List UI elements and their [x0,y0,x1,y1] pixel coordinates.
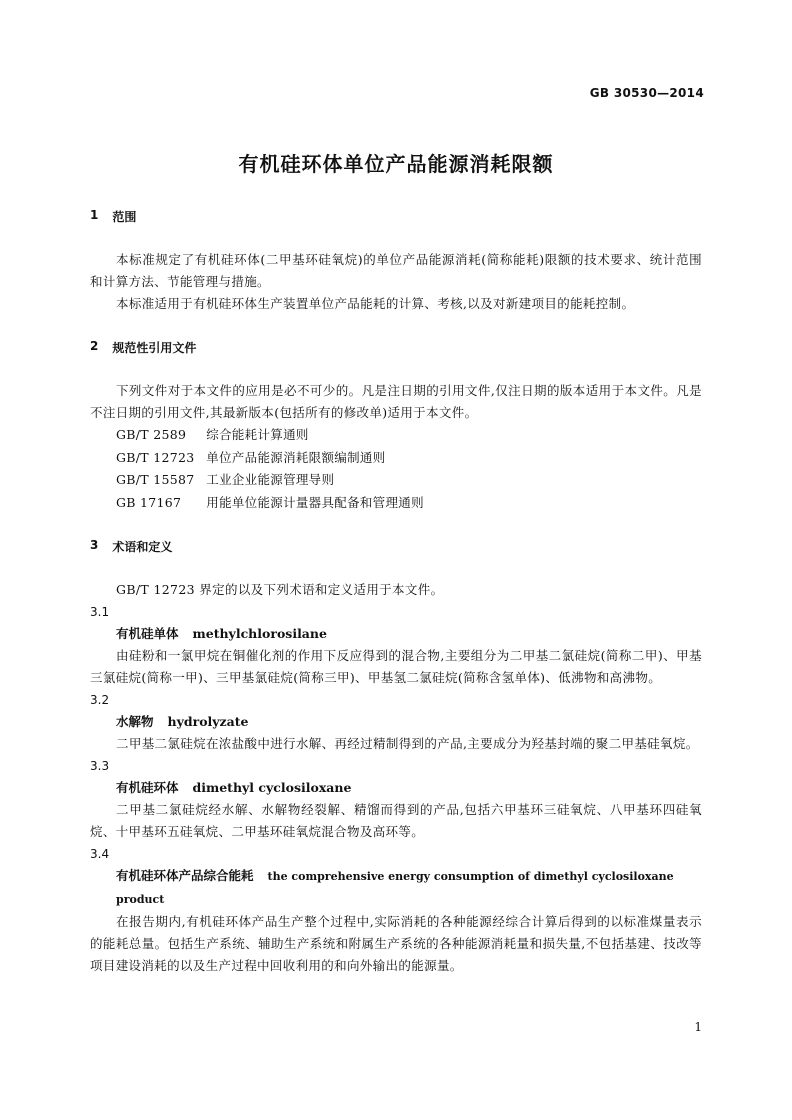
term-name [90,711,702,733]
term-name [90,623,702,645]
reference-title: 单位产品能源消耗限额编制通则 [206,449,386,465]
reference-code: GB 17167 [116,494,182,510]
standard-code: GB 30530—2014 [589,86,704,100]
reference-item [90,492,702,515]
paragraph: 本标准规定了有机硅环体(二甲基环硅氧烷)的单位产品能源消耗(简称能耗)限额的技术要求、统计范围和计算方法、节能管理与措施。 [90,252,702,289]
term-number: 3.3 [90,759,110,773]
term-definition: 在报告期内,有机硅环体产品生产整个过程中,实际消耗的各种能源经综合计算后得到的以标准煤量表示的能耗总量。包括生产系统、辅助生产系统和附属生产系统的各种能源消耗量和损失量,不包括基建、技改等项目建设消耗的以及生产过程中回收利用的和向外输出的能源量。 [90,914,702,973]
reference-code: GB/T 12723 [116,449,195,465]
term-definition: 二甲基二氯硅烷经水解、水解物经裂解、精馏而得到的产品,包括六甲基环三硅氧烷、八甲基环四硅氧烷、十甲基环五硅氧烷、二甲基环硅氧烷混合物及高环等。 [90,802,702,839]
term-number: 3.4 [90,847,110,861]
section-number: 1 [90,208,99,222]
term-name-en: methylchlorosilane [192,626,327,641]
document-body [90,208,702,977]
section-3-heading [90,538,702,555]
section-number: 3 [90,538,99,552]
reference-code: GB/T 2589 [116,427,187,442]
term-name-cn: 有机硅环体产品综合能耗 [116,868,254,883]
section-title: 规范性引用文件 [112,341,197,355]
term-name [90,865,702,911]
document-title: 有机硅环体单位产品能源消耗限额 [238,152,554,176]
paragraph: 本标准适用于有机硅环体生产装置单位产品能耗的计算、考核,以及对新建项目的能耗控制。 [116,296,635,311]
reference-item [90,447,702,470]
reference-title: 工业企业能源管理导则 [206,472,335,487]
section-title: 范围 [112,210,137,224]
term-name-en: dimethyl cyclosiloxane [192,780,352,795]
term-definition: 由硅粉和一氯甲烷在铜催化剂的作用下反应得到的混合物,主要组分为二甲基二氯硅烷(简称二甲)、甲基三氯硅烷(简称一甲)、三甲基氯硅烷(简称三甲)、甲基氢二氯硅烷(简称含氢单体)、低沸物和高沸物。 [90,648,702,685]
term-name-cn: 有机硅环体 [116,780,179,795]
page-number: 1 [694,1020,702,1034]
term-name-cn: 有机硅单体 [116,626,179,641]
term-name-en: hydrolyzate [167,714,249,729]
section-1-heading [90,208,702,225]
term-definition: 二甲基二氯硅烷在浓盐酸中进行水解、再经过精制得到的产品,主要成分为羟基封端的聚二甲基硅氧烷。 [116,736,699,751]
paragraph: GB/T 12723 界定的以及下列术语和定义适用于本文件。 [116,582,444,597]
term-name-cn: 水解物 [116,714,154,729]
term-number: 3.1 [90,605,110,619]
term-name-en: the comprehensive energy consumption of dimethyl cyclosiloxane product [116,870,674,906]
section-number: 2 [90,339,99,353]
paragraph: 下列文件对于本文件的应用是必不可少的。凡是注日期的引用文件,仅注日期的版本适用于本文件。凡是不注日期的引用文件,其最新版本(包括所有的修改单)适用于本文件。 [90,383,702,420]
term-number: 3.2 [90,693,110,707]
section-title: 术语和定义 [112,540,173,554]
reference-code: GB/T 15587 [116,472,195,487]
section-2-heading [90,339,702,356]
reference-title: 综合能耗计算通则 [206,427,309,442]
term-name [90,777,702,799]
reference-title: 用能单位能源计量器具配备和管理通则 [206,494,424,510]
reference-item [90,469,702,492]
reference-item [90,424,702,447]
